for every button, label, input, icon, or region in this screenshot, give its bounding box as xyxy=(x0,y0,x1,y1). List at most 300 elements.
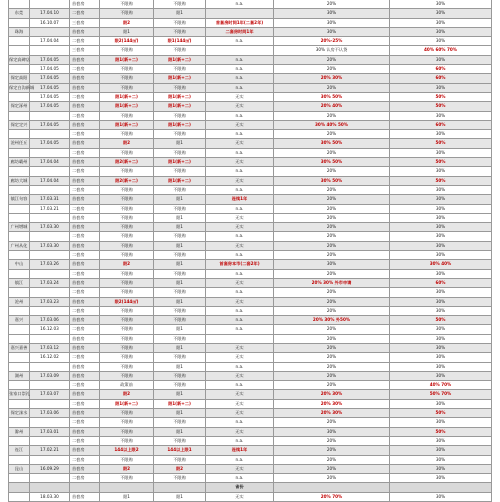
cell-c7: 20% xyxy=(274,223,390,231)
cell-c8: 30% xyxy=(390,214,492,222)
cell-c4: 限1(新+二) xyxy=(100,56,154,64)
cell-c7: 20% xyxy=(274,437,390,445)
cell-c6: n.a. xyxy=(206,74,274,82)
cell-c8: 50% xyxy=(390,93,492,101)
cell-c4: 不限购 xyxy=(100,112,154,120)
cell-date: 17.04.04 xyxy=(30,177,70,185)
cell-c8: 50% xyxy=(390,409,492,417)
cell-c4: 不限购 xyxy=(100,251,154,259)
cell-c5: 限1 xyxy=(154,139,206,147)
cell-c8: 30% xyxy=(390,270,492,278)
table-row xyxy=(8,28,492,37)
cell-c3: 首套房 xyxy=(70,344,100,352)
table-row xyxy=(8,223,492,232)
cell-date: 17.04.05 xyxy=(30,56,70,64)
cell-c8: 30% xyxy=(390,37,492,45)
cell-c5: 限1 xyxy=(154,195,206,203)
cell-c3: 首套房 xyxy=(70,493,100,501)
cell-c3: 二套房 xyxy=(70,149,100,157)
cell-c6: n.a. xyxy=(206,186,274,194)
cell-date: 17.03.26 xyxy=(30,260,70,268)
cell-city: 张家口崇礼 xyxy=(8,390,30,398)
cell-c8: 60% xyxy=(390,74,492,82)
cell-c5: 不限购 xyxy=(154,418,206,426)
cell-city: 廊坊霸州 xyxy=(8,158,30,166)
cell-c3: 首套房 xyxy=(70,409,100,417)
cell-c8: 50% xyxy=(390,158,492,166)
cell-c4: 限1 xyxy=(100,28,154,36)
cell-date xyxy=(30,251,70,259)
cell-city xyxy=(8,46,30,54)
cell-date xyxy=(30,28,70,36)
cell-c3: 首套房 xyxy=(70,195,100,203)
cell-c5: 不限购 xyxy=(154,251,206,259)
cell-city xyxy=(8,37,30,45)
cell-c4: 限1(新+二) xyxy=(100,93,154,101)
cell-c7: 20% xyxy=(274,418,390,426)
cell-city: 廊坊大城 xyxy=(8,177,30,185)
table-row xyxy=(8,428,492,437)
cell-c3: 首套房 xyxy=(70,428,100,436)
cell-c7: 20% xyxy=(274,195,390,203)
table-row xyxy=(8,251,492,260)
table-row xyxy=(8,344,492,353)
cell-c7: 20% xyxy=(274,474,390,482)
cell-city xyxy=(8,325,30,333)
cell-c3: 首套房 xyxy=(70,260,100,268)
cell-c4: 不限购 xyxy=(100,270,154,278)
table-row xyxy=(8,84,492,93)
cell-c4: 不限购 xyxy=(100,409,154,417)
cell-c7: 30% xyxy=(274,28,390,36)
cell-c4: 不限购 xyxy=(100,84,154,92)
cell-c6: 无实 xyxy=(206,242,274,250)
cell-c6: n.a. xyxy=(206,167,274,175)
cell-c4: 不限购 xyxy=(100,456,154,464)
cell-c5: 不限购 xyxy=(154,19,206,27)
cell-city: 中山 xyxy=(8,260,30,268)
cell-c8: 30% xyxy=(390,251,492,259)
cell-c5: 限1(新+二) xyxy=(154,74,206,82)
cell-date xyxy=(30,307,70,315)
cell-c4: 限1(新+二) xyxy=(100,102,154,110)
cell-c6: 无实 xyxy=(206,390,274,398)
cell-c8: 30% xyxy=(390,298,492,306)
cell-city: 沧州任丘 xyxy=(8,139,30,147)
cell-c8: 30% xyxy=(390,474,492,482)
cell-c8: 40% 70% xyxy=(390,381,492,389)
cell-city: 滁州 xyxy=(8,428,30,436)
cell-c8: 30% xyxy=(390,19,492,27)
cell-city: 沧州 xyxy=(8,298,30,306)
cell-date xyxy=(30,483,70,491)
cell-c5: 不限购 xyxy=(154,46,206,54)
cell-city xyxy=(8,214,30,222)
cell-c5: 限1(新+二) xyxy=(154,102,206,110)
table-row xyxy=(8,288,492,297)
cell-c7: 20% xyxy=(274,363,390,371)
cell-city xyxy=(8,474,30,482)
cell-date xyxy=(30,381,70,389)
cell-date: 17.04.05 xyxy=(30,93,70,101)
cell-c8: 30% xyxy=(390,465,492,473)
cell-c7: 20% xyxy=(274,307,390,315)
cell-c3: 二套房 xyxy=(70,251,100,259)
cell-c4: 不限购 xyxy=(100,242,154,250)
cell-city xyxy=(8,456,30,464)
cell-city xyxy=(8,112,30,120)
cell-c6: n.a. xyxy=(206,474,274,482)
table-row xyxy=(8,65,492,74)
cell-c8: 30% xyxy=(390,363,492,371)
cell-date: 17.03.30 xyxy=(30,223,70,231)
cell-date: 17.04.05 xyxy=(30,84,70,92)
table-row xyxy=(8,19,492,28)
cell-c7: 30% xyxy=(274,428,390,436)
cell-c8: 30% 40% xyxy=(390,260,492,268)
cell-c7: 20% xyxy=(274,214,390,222)
cell-c6: n.a. xyxy=(206,0,274,8)
cell-c6: 无实 xyxy=(206,344,274,352)
cell-c5: 不限购 xyxy=(154,474,206,482)
cell-c6: 无实 xyxy=(206,298,274,306)
cell-c5: 限1 xyxy=(154,409,206,417)
table-row xyxy=(8,400,492,409)
cell-c7: 30% 认房不认贷 xyxy=(274,46,390,54)
cell-c6: 无实 xyxy=(206,177,274,185)
cell-date: 17.04.04 xyxy=(30,37,70,45)
cell-c8: 30% xyxy=(390,353,492,361)
table-row xyxy=(8,456,492,465)
cell-city: 保定定兴 xyxy=(8,121,30,129)
cell-c6: n.a. xyxy=(206,418,274,426)
table-row xyxy=(8,195,492,204)
table-row xyxy=(8,56,492,65)
cell-date: 18.03.30 xyxy=(30,493,70,501)
cell-c8: 30% xyxy=(390,456,492,464)
cell-c4: 不限购 xyxy=(100,74,154,82)
cell-city: 保定高碑店 xyxy=(8,56,30,64)
cell-city xyxy=(8,353,30,361)
cell-city: 保定白沟新城 xyxy=(8,84,30,92)
cell-date xyxy=(30,130,70,138)
cell-c5: 144以上限1 xyxy=(154,446,206,454)
cell-c5: 不限购 xyxy=(154,232,206,240)
cell-c4: 不限购 xyxy=(100,9,154,17)
cell-c6: n.a. xyxy=(206,205,274,213)
cell-c7: 20% xyxy=(274,270,390,278)
table-row xyxy=(8,446,492,455)
cell-c8: 60% xyxy=(390,121,492,129)
cell-c5: 限1(新+二) xyxy=(154,177,206,185)
cell-c6: n.a. xyxy=(206,325,274,333)
table-row xyxy=(8,242,492,251)
cell-date: 17.04.05 xyxy=(30,74,70,82)
cell-c5: 限1(新+二) xyxy=(154,158,206,166)
cell-c8: 30% xyxy=(390,288,492,296)
cell-c5: 不限购 xyxy=(154,149,206,157)
cell-c7: 20% xyxy=(274,456,390,464)
cell-c8: 30% xyxy=(390,335,492,343)
table-row xyxy=(8,325,492,334)
cell-c7: 20% xyxy=(274,0,390,8)
cell-c3: 首套房 xyxy=(70,84,100,92)
table-row xyxy=(8,214,492,223)
cell-c5: 不限购 xyxy=(154,316,206,324)
cell-c7: 20% 40% xyxy=(274,102,390,110)
cell-c7: 20% xyxy=(274,149,390,157)
cell-c4: 限2 xyxy=(100,139,154,147)
cell-date: 16.10.07 xyxy=(30,19,70,27)
cell-date xyxy=(30,167,70,175)
cell-c6: n.a. xyxy=(206,149,274,157)
cell-c8: 30% xyxy=(390,232,492,240)
table-row xyxy=(8,205,492,214)
cell-c5: 不限购 xyxy=(154,28,206,36)
cell-date xyxy=(30,186,70,194)
cell-c6: 无实 xyxy=(206,158,274,166)
cell-c7: 20% xyxy=(274,56,390,64)
cell-city xyxy=(8,19,30,27)
cell-c3: 首套房 xyxy=(70,363,100,371)
cell-c8: 30% xyxy=(390,167,492,175)
cell-c3: 首套房 xyxy=(70,242,100,250)
cell-c8: 30% xyxy=(390,195,492,203)
cell-c8: 30% xyxy=(390,149,492,157)
cell-c8: 30% xyxy=(390,56,492,64)
cell-c3: 二套房 xyxy=(70,418,100,426)
cell-city: 东莞 xyxy=(8,9,30,17)
cell-c3: 二套房 xyxy=(70,37,100,45)
cell-c3: 首套房 xyxy=(70,465,100,473)
cell-c3: 首套房 xyxy=(70,372,100,380)
cell-date: 17.03.06 xyxy=(30,409,70,417)
cell-date: 17.03.23 xyxy=(30,298,70,306)
cell-c3: 首套房 xyxy=(70,214,100,222)
cell-c3: 首套房 xyxy=(70,158,100,166)
table-row xyxy=(8,298,492,307)
cell-date: 17.03.12 xyxy=(30,344,70,352)
cell-city: 保定涿州 xyxy=(8,102,30,110)
cell-c5: 不限购 xyxy=(154,167,206,175)
cell-c4: 限2 xyxy=(100,19,154,27)
cell-c7 xyxy=(274,483,390,491)
cell-c6: 省份 xyxy=(206,483,274,491)
cell-date xyxy=(30,335,70,343)
table-row xyxy=(8,437,492,446)
cell-date: 17.03.21 xyxy=(30,205,70,213)
cell-c3: 首套房 xyxy=(70,446,100,454)
cell-c8: 30% xyxy=(390,84,492,92)
cell-c7: 20% xyxy=(274,232,390,240)
cell-date: 17.03.07 xyxy=(30,390,70,398)
cell-city xyxy=(8,205,30,213)
cell-c5: 限1 xyxy=(154,298,206,306)
cell-c8: 30% xyxy=(390,9,492,17)
cell-c8: 30% xyxy=(390,0,492,8)
cell-c8: 30% xyxy=(390,186,492,194)
cell-c8: 30% xyxy=(390,372,492,380)
cell-c8: 30% xyxy=(390,400,492,408)
cell-c8: 50% xyxy=(390,102,492,110)
cell-c7: 20% xyxy=(274,335,390,343)
cell-date: 17.04.04 xyxy=(30,158,70,166)
cell-c8: 30% xyxy=(390,28,492,36)
cell-date xyxy=(30,0,70,8)
cell-date: 17.04.05 xyxy=(30,139,70,147)
cell-c5: 限1 xyxy=(154,325,206,333)
cell-city: 湖州 xyxy=(8,372,30,380)
cell-c3: 首套房 xyxy=(70,28,100,36)
cell-c3: 二套房 xyxy=(70,353,100,361)
cell-c5: 限1(新+二) xyxy=(154,93,206,101)
cell-c8: 50% 70% xyxy=(390,390,492,398)
cell-c5: 不限购 xyxy=(154,307,206,315)
cell-c7: 20% xyxy=(274,298,390,306)
cell-city: 镇江 xyxy=(8,279,30,287)
cell-c6: 首套房本市(二套2年) xyxy=(206,260,274,268)
cell-c6: n.a. xyxy=(206,65,274,73)
cell-c7: 20% xyxy=(274,344,390,352)
cell-city xyxy=(8,381,30,389)
cell-c7: 20%-25% xyxy=(274,37,390,45)
cell-date: 17.04.05 xyxy=(30,121,70,129)
cell-c8 xyxy=(390,483,492,491)
cell-c5: 不限购 xyxy=(154,353,206,361)
cell-c6: 首套房时间1年(二套2年) xyxy=(206,19,274,27)
cell-c6: 连续1年 xyxy=(206,446,274,454)
cell-c8: 50% xyxy=(390,428,492,436)
table-row xyxy=(8,363,492,372)
cell-c6: 无实 xyxy=(206,121,274,129)
cell-c5 xyxy=(154,483,206,491)
cell-c7: 20% xyxy=(274,186,390,194)
cell-c4: 不限购 xyxy=(100,344,154,352)
cell-c4: 不限购 xyxy=(100,167,154,175)
cell-date xyxy=(30,363,70,371)
cell-c4: 不限购 xyxy=(100,0,154,8)
cell-city: 连江 xyxy=(8,446,30,454)
cell-c7: 20% xyxy=(274,251,390,259)
cell-c6: n.a. xyxy=(206,130,274,138)
cell-city xyxy=(8,483,30,491)
cell-c5: 限1 xyxy=(154,242,206,250)
cell-c7: 20% xyxy=(274,288,390,296)
table-row xyxy=(8,74,492,83)
cell-c8: 30% xyxy=(390,493,492,501)
cell-c3: 二套房 xyxy=(70,400,100,408)
cell-c8: 60% xyxy=(390,65,492,73)
cell-c3: 二套房 xyxy=(70,65,100,73)
cell-c6: 无实 xyxy=(206,223,274,231)
cell-c3: 二套房 xyxy=(70,288,100,296)
cell-city xyxy=(8,288,30,296)
cell-c3: 二套房 xyxy=(70,325,100,333)
cell-c3: 二套房 xyxy=(70,270,100,278)
cell-c6: 无实 xyxy=(206,353,274,361)
table-row xyxy=(8,112,492,121)
table-row xyxy=(8,279,492,288)
cell-date xyxy=(30,112,70,120)
cell-city: 镇江句容 xyxy=(8,195,30,203)
cell-c5: 限1 xyxy=(154,363,206,371)
cell-c7: 20% 70% xyxy=(274,493,390,501)
cell-c5: 限1(144㎡) xyxy=(154,37,206,45)
cell-c5: 限1 xyxy=(154,428,206,436)
cell-c3: 首套房 xyxy=(70,279,100,287)
cell-c6: 无实 xyxy=(206,428,274,436)
cell-c8: 60% xyxy=(390,279,492,287)
cell-c4: 不限购 xyxy=(100,65,154,73)
cell-c4: 不限购 xyxy=(100,46,154,54)
cell-c8: 50% xyxy=(390,177,492,185)
cell-c4: 不限购 xyxy=(100,418,154,426)
table-row xyxy=(8,418,492,427)
cell-c5: 不限购 xyxy=(154,456,206,464)
cell-c4: 144以上限2 xyxy=(100,446,154,454)
cell-c6: n.a. xyxy=(206,251,274,259)
table-row xyxy=(8,130,492,139)
cell-c4: 限2(144㎡) xyxy=(100,37,154,45)
cell-c7: 30% 50% xyxy=(274,93,390,101)
cell-c5: 限1 xyxy=(154,493,206,501)
cell-c6: 无实 xyxy=(206,409,274,417)
table-row xyxy=(8,381,492,390)
table-row xyxy=(8,483,492,492)
cell-c4: 限1(新+二) xyxy=(100,400,154,408)
cell-c7: 20% xyxy=(274,130,390,138)
cell-c6 xyxy=(206,9,274,17)
cell-c7: 20% xyxy=(274,242,390,250)
cell-date: 17.03.24 xyxy=(30,279,70,287)
cell-city xyxy=(8,307,30,315)
cell-c8: 30% xyxy=(390,242,492,250)
cell-city xyxy=(8,335,30,343)
cell-c7: 20% 30% xyxy=(274,409,390,417)
cell-city xyxy=(8,167,30,175)
policy-table xyxy=(8,0,492,502)
cell-c4: 不限购 xyxy=(100,195,154,203)
cell-c3: 首套房 xyxy=(70,0,100,8)
cell-c6: 无实 xyxy=(206,400,274,408)
table-row xyxy=(8,390,492,399)
cell-c8: 30% xyxy=(390,112,492,120)
cell-c5: 不限购 xyxy=(154,205,206,213)
cell-c7: 30% xyxy=(274,19,390,27)
cell-c3: 首套房 xyxy=(70,102,100,110)
table-row xyxy=(8,316,492,325)
cell-c8: 50% xyxy=(390,139,492,147)
cell-c6: 连续1年 xyxy=(206,195,274,203)
cell-c3: 二套房 xyxy=(70,167,100,175)
cell-c5: 限1 xyxy=(154,390,206,398)
cell-c6: n.a. xyxy=(206,437,274,445)
cell-c7: 20% xyxy=(274,446,390,454)
cell-city: 保定高阳 xyxy=(8,74,30,82)
cell-c4: 不限购 xyxy=(100,325,154,333)
cell-c3: 二套房 xyxy=(70,9,100,17)
table-row xyxy=(8,474,492,483)
cell-c3: 首套房 xyxy=(70,121,100,129)
cell-c4: 不限购 xyxy=(100,186,154,194)
cell-c4: 不限购 xyxy=(100,307,154,315)
cell-c6 xyxy=(206,335,274,343)
cell-c5: 限1 xyxy=(154,260,206,268)
cell-c6: n.a. xyxy=(206,363,274,371)
table-row xyxy=(8,409,492,418)
cell-date xyxy=(30,474,70,482)
cell-c8: 50% xyxy=(390,316,492,324)
